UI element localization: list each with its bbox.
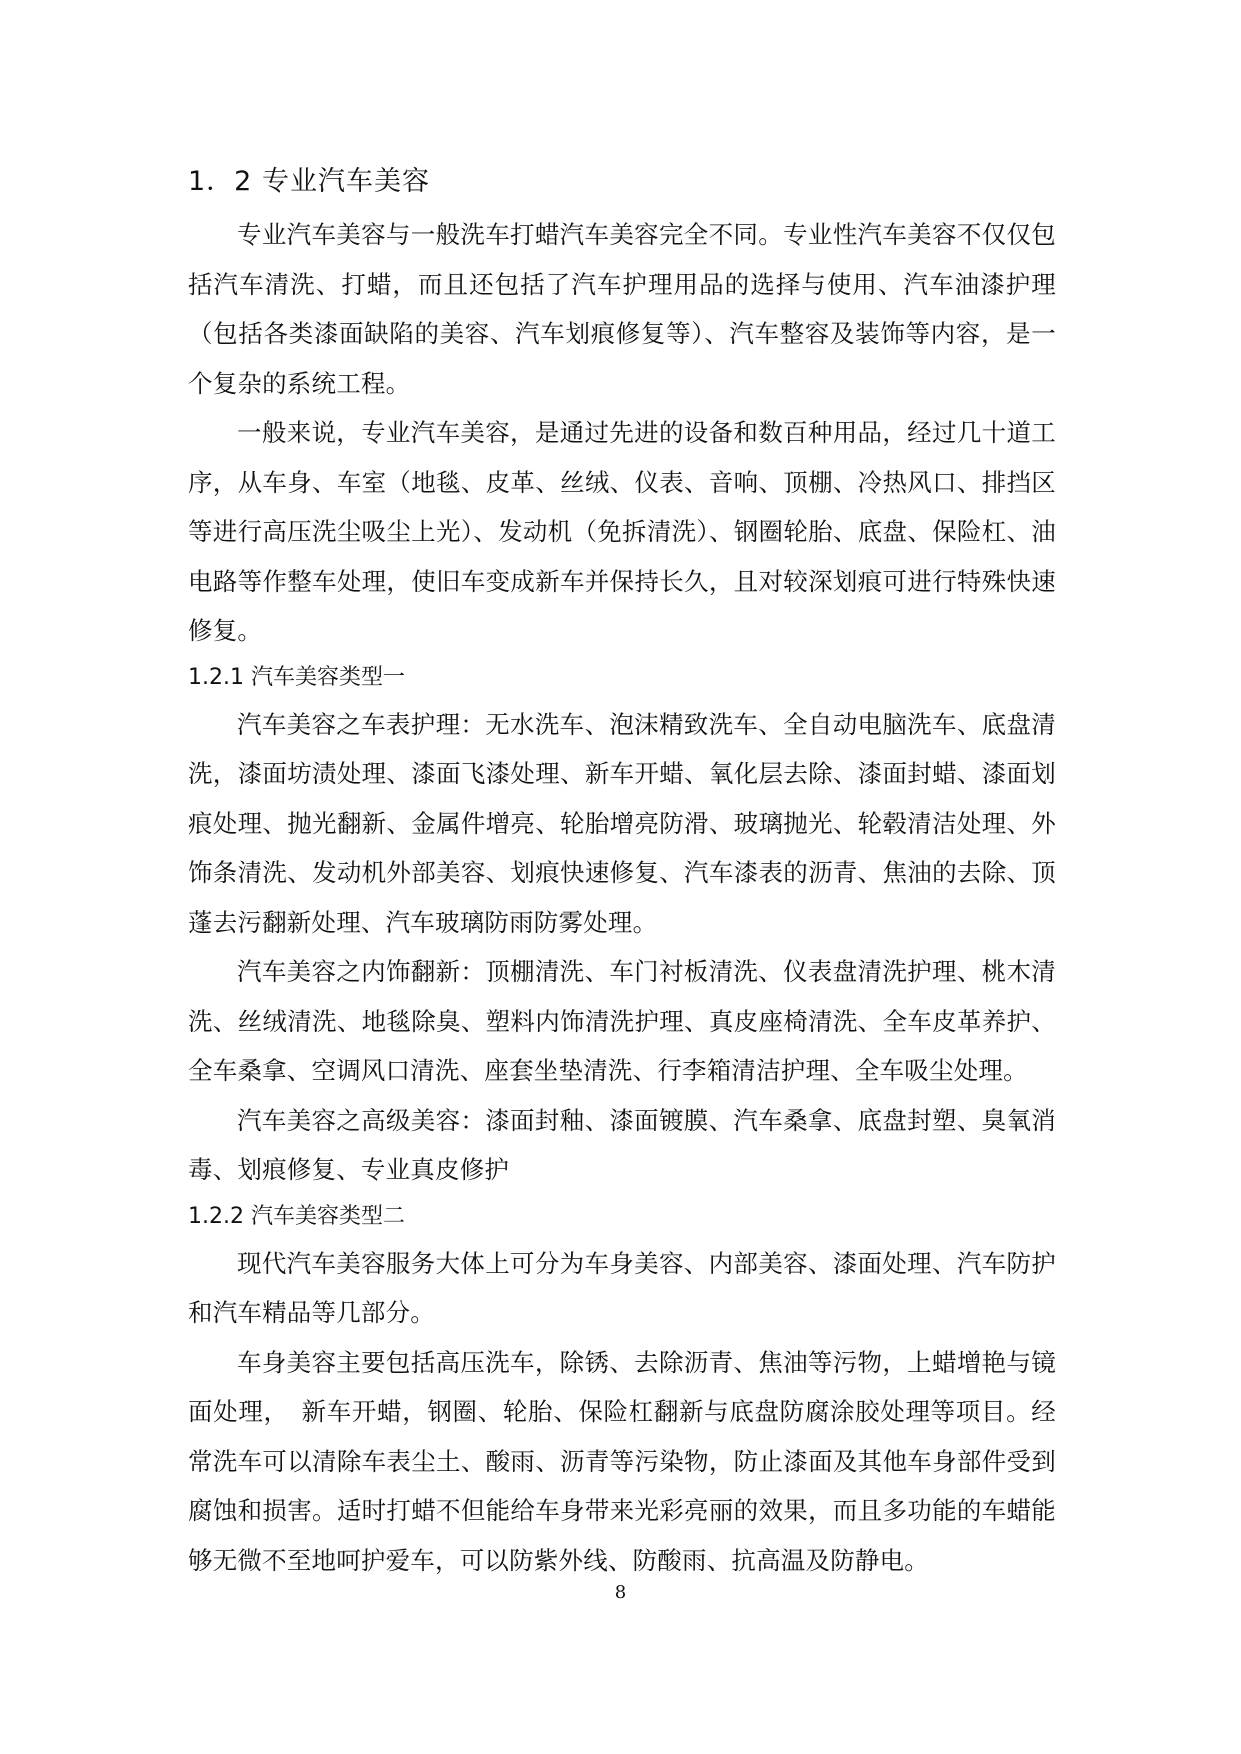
paragraph: 汽车美容之内饰翻新：顶棚清洗、车门衬板清洗、仪表盘清洗护理、桃木清洗、丝绒清洗、地毯除臭、塑料内饰清洗护理、真皮座椅清洗、全车皮革养护、全车桑拿、空调风口清洗、座套坐垫清洗、行李箱清洁护理、全车吸尘处理。 <box>188 957 1056 1085</box>
paragraph: 一般来说，专业汽车美容，是通过先进的设备和数百种用品，经过几十道工序，从车身、车室（地毯、皮革、丝绒、仪表、音响、顶棚、冷热风口、排挡区等进行高压洗尘吸尘上光）、发动机（免拆清洗）、钢圈轮胎、底盘、保险杠、油电路等作整车处理，使旧车变成新车并保持长久，且对较深划痕可进行特殊快速修复。 <box>188 418 1056 645</box>
paragraph: 汽车美容之车表护理：无水洗车、泡沫精致洗车、全自动电脑洗车、底盘清洗，漆面坊渍处理、漆面飞漆处理、新车开蜡、氧化层去除、漆面封蜡、漆面划痕处理、抛光翻新、金属件增亮、轮胎增亮防滑、玻璃抛光、轮毂清洁处理、外饰条清洗、发动机外部美容、划痕快速修复、汽车漆表的沥青、焦油的去除、顶蓬去污翻新处理、汽车玻璃防雨防雾处理。 <box>188 709 1056 937</box>
section-heading-1-2-1: 1.2.1 汽车美容类型一 <box>188 664 405 690</box>
paragraph: 车身美容主要包括高压洗车，除锈、去除沥青、焦油等污物，上蜡增艳与镜面处理， 新车开蜡，钢圈、轮胎、保险杠翻新与底盘防腐涂胶处理等项目。经常洗车可以清除车表尘土、酸雨、沥青等污染物，防止漆面及其他车身部件受到腐蚀和损害。适时打蜡不但能给车身带来光彩亮丽的效果，而且多功能的车蜡能够无微不至地呵护爱车，可以防紫外线、防酸雨、抗高温及防静电。 <box>188 1347 1056 1575</box>
paragraph: 汽车美容之高级美容：漆面封釉、漆面镀膜、汽车桑拿、底盘封塑、臭氧消毒、划痕修复、专业真皮修护 <box>188 1105 1056 1184</box>
paragraph: 现代汽车美容服务大体上可分为车身美容、内部美容、漆面处理、汽车防护和汽车精品等几部分。 <box>188 1248 1056 1327</box>
page-content <box>188 162 1056 1585</box>
section-heading-1-2-2: 1.2.2 汽车美容类型二 <box>188 1203 405 1229</box>
section-heading-1-2: 1．2 专业汽车美容 <box>188 166 430 197</box>
page-number: 8 <box>614 1582 627 1603</box>
paragraph: 专业汽车美容与一般洗车打蜡汽车美容完全不同。专业性汽车美容不仅仅包括汽车清洗、打蜡，而且还包括了汽车护理用品的选择与使用、汽车油漆护理（包括各类漆面缺陷的美容、汽车划痕修复等）、汽车整容及装饰等内容，是一个复杂的系统工程。 <box>188 220 1056 398</box>
